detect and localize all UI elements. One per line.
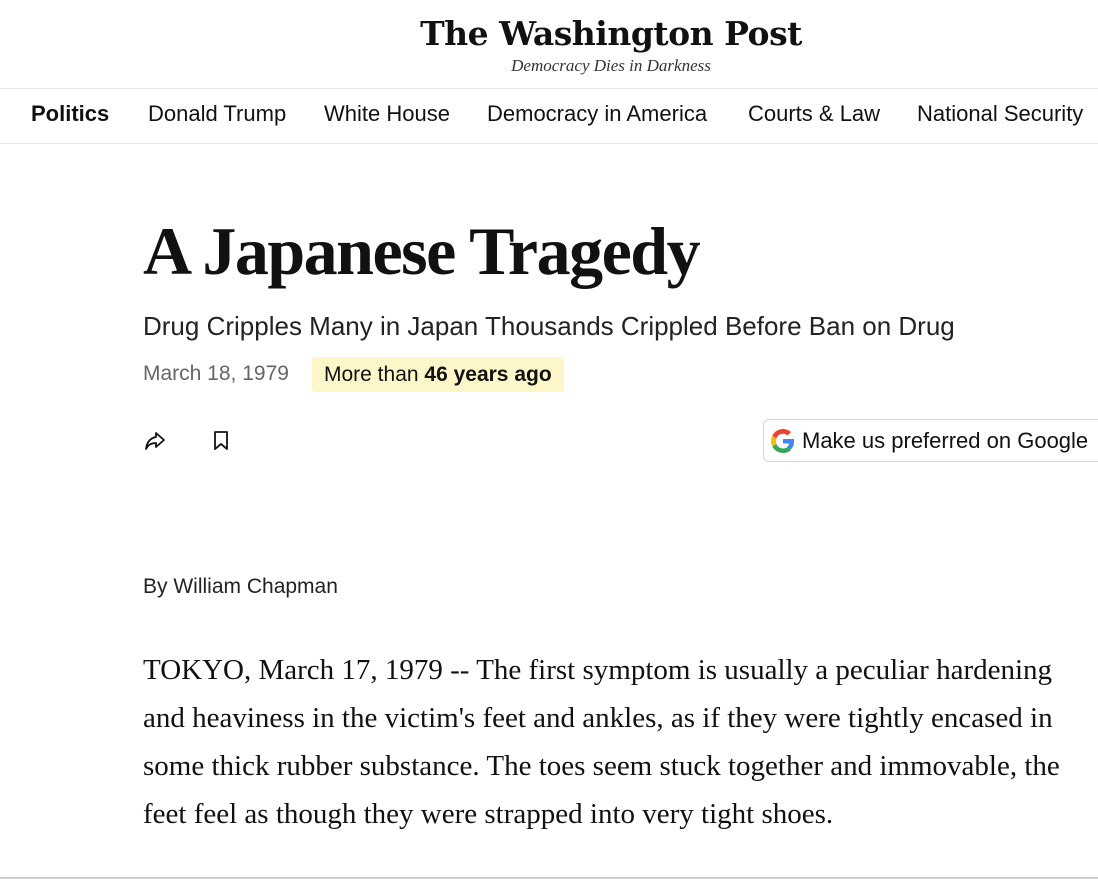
nav-item-national-security[interactable]: National Security [917, 101, 1084, 126]
byline-prefix: By [143, 575, 168, 598]
section-nav [0, 89, 1098, 144]
share-icon[interactable] [142, 428, 168, 454]
nav-item-white-house[interactable]: White House [324, 101, 450, 126]
age-badge-prefix: More than [324, 363, 419, 386]
masthead [0, 0, 1098, 89]
site-tagline: Democracy Dies in Darkness [511, 56, 711, 75]
age-badge-value: 46 years ago [424, 363, 552, 386]
article-subheadline: Drug Cripples Many in Japan Thousands Crippled Before Ban on Drug [143, 311, 955, 341]
nav-item-democracy-in-america[interactable]: Democracy in America [487, 101, 708, 126]
nav-item-donald-trump[interactable]: Donald Trump [148, 101, 287, 126]
publish-date: March 18, 1979 [143, 362, 289, 385]
preferred-on-google-button[interactable] [763, 419, 1098, 462]
article-headline: A Japanese Tragedy [143, 213, 700, 289]
article-age-badge [312, 357, 564, 392]
author-link[interactable]: William Chapman [173, 575, 338, 598]
google-button-label: Make us preferred on Google [802, 428, 1089, 453]
nav-item-politics[interactable]: Politics [31, 101, 110, 126]
nav-item-courts-law[interactable]: Courts & Law [748, 101, 881, 126]
byline [143, 575, 338, 599]
bookmark-icon[interactable] [208, 428, 234, 454]
article-body-paragraph: TOKYO, March 17, 1979 -- The first symptom is usually a peculiar hardening and heaviness in the victim's feet and ankles, as if they were tightly encased in some thick rubber substance. The toes seem stuck together and immovable, the feet feel as though they were strapped into very tight shoes. [143, 654, 1060, 830]
site-logo[interactable]: The Washington Post [420, 14, 802, 53]
google-g-icon [771, 429, 795, 453]
